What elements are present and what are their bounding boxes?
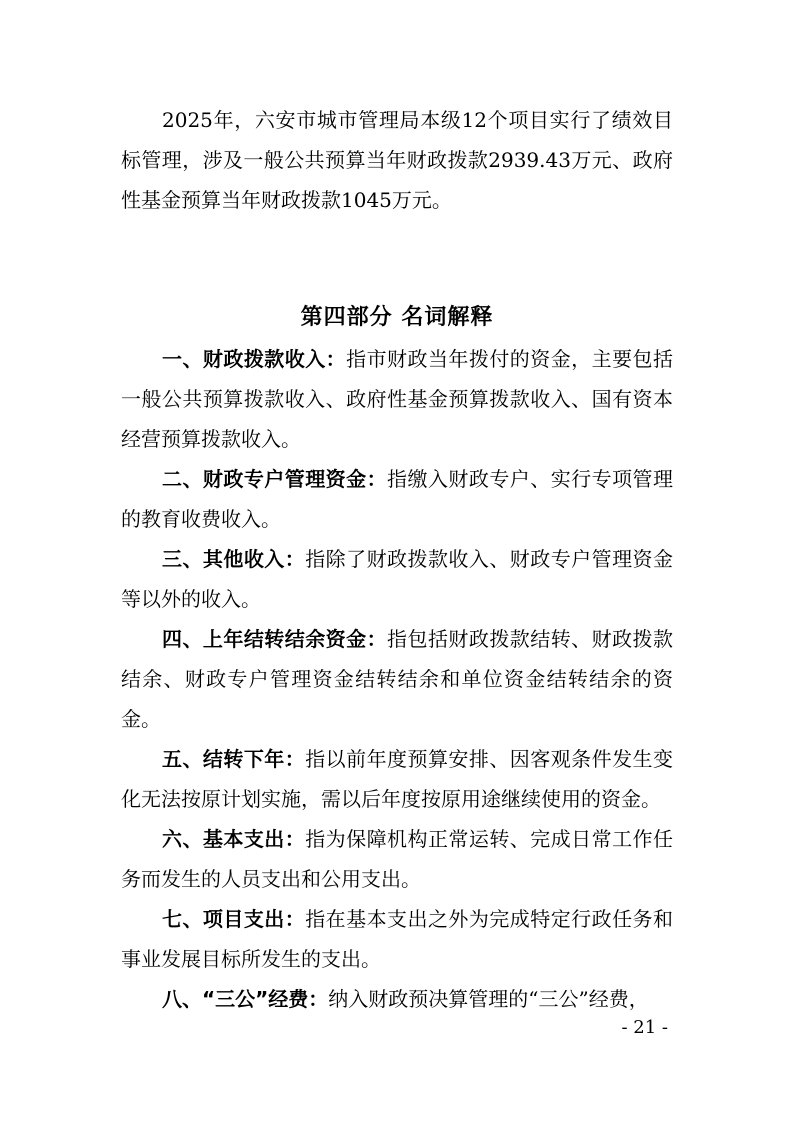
definition-text: 指在基本支出之外为完成特定行政任务和事业发展目标所发生的支出。 [121,907,674,971]
definition-text: 指缴入财政专户、实行专项管理的教育收费收入。 [121,467,674,531]
definition-text: 指除了财政拨款收入、财政专户管理资金等以外的收入。 [121,547,674,611]
definition-item [121,539,673,619]
definition-text: 指包括财政拨款结转、财政拨款结余、财政专户管理资金结转结余和单位资金结转结余的资金。 [121,627,674,731]
intro-paragraph [121,100,673,220]
definition-item [121,979,673,1019]
definition-item [121,459,673,539]
definition-term: 七、项目支出： [162,907,306,931]
definition-term: 一、财政拨款收入： [162,347,347,371]
definition-term: 三、其他收入： [162,547,306,571]
definition-text: 指为保障机构正常运转、完成日常工作任务而发生的人员支出和公用支出。 [121,827,674,891]
definition-text: 指以前年度预算安排、因客观条件发生变化无法按原计划实施，需以后年度按原用途继续使用的资金。 [121,747,674,811]
section-title: 第四部分 名词解释 [300,305,494,330]
definition-text: 纳入财政预决算管理的“三公”经费， [328,987,649,1011]
intro-text: 2025年，六安市城市管理局本级12个项目实行了绩效目标管理，涉及一般公共预算当年财政拨款2939.43万元、政府性基金预算当年财政拨款1045万元。 [121,108,673,212]
definition-item [121,899,673,979]
definition-item [121,619,673,739]
definition-term: 四、上年结转结余资金： [162,627,388,651]
definition-term: 六、基本支出： [162,827,306,851]
definition-term: 五、结转下年： [162,747,306,771]
definition-term: 二、财政专户管理资金： [162,467,388,491]
definition-item [121,819,673,899]
definition-item [121,339,673,459]
page-number: - 21 - [621,1017,668,1038]
definition-text: 指市财政当年拨付的资金，主要包括一般公共预算拨款收入、政府性基金预算拨款收入、国有资本经营预算拨款收入。 [121,347,673,451]
definitions-list [121,339,673,1019]
definition-term: 八、“三公”经费： [162,987,329,1011]
definition-item [121,739,673,819]
